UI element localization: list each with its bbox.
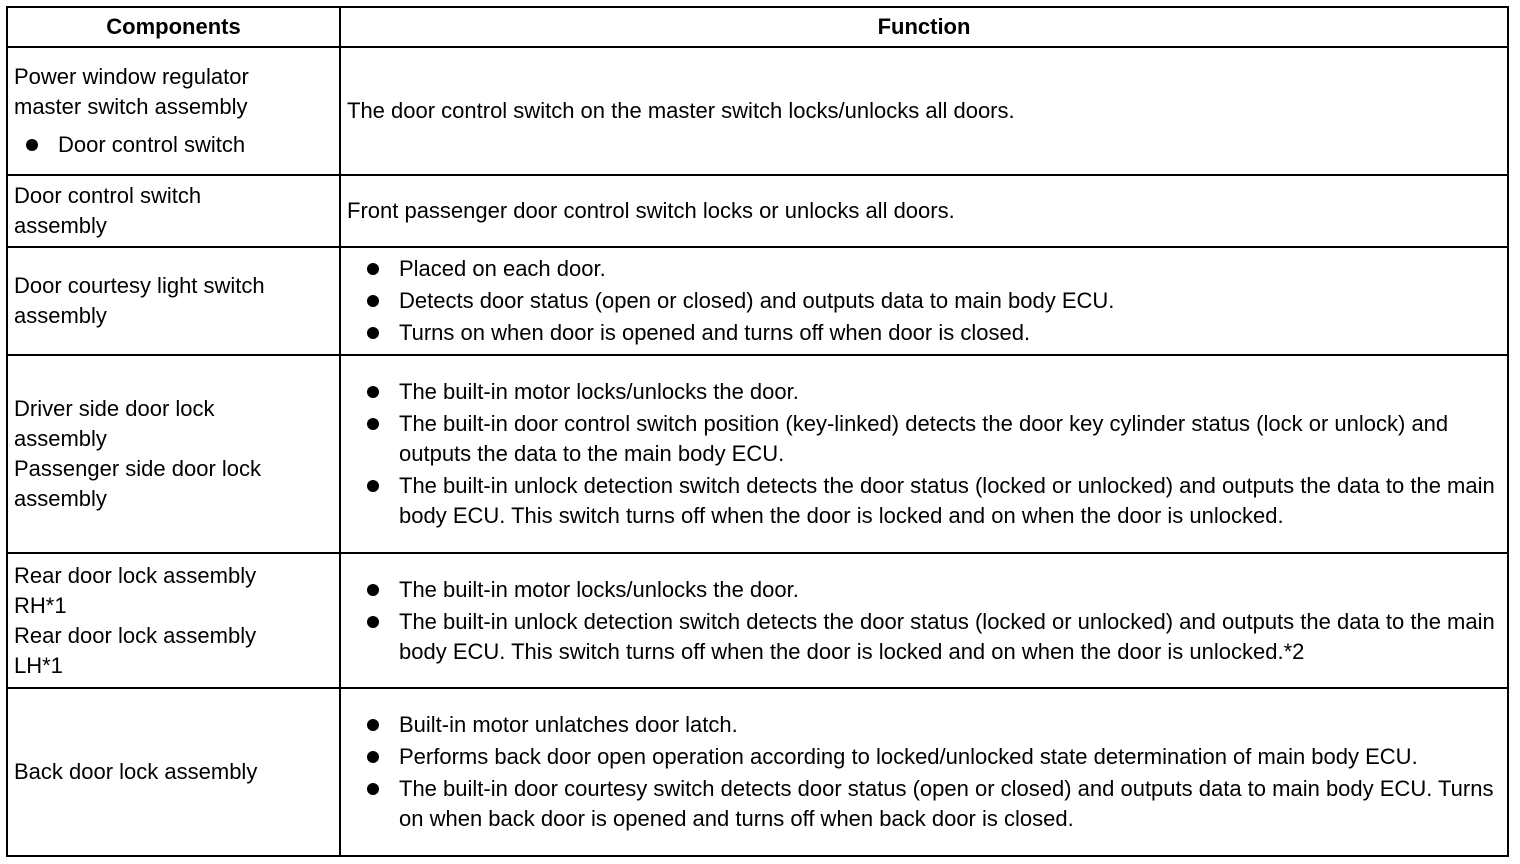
component-cell — [7, 553, 340, 688]
bullet-icon — [367, 263, 379, 275]
component-name: Door courtesy light switch assembly — [14, 273, 265, 328]
list-item — [367, 742, 1501, 772]
list-item — [367, 254, 1501, 284]
header-row — [7, 7, 1508, 47]
bullet-icon — [367, 418, 379, 430]
bullet-text: The built-in unlock detection switch detects the door status (locked or unlocked) and outputs the data to the main body ECU. This switch turns off when the door is locked and on when the door is unlocked. — [399, 473, 1495, 528]
function-bullet-list — [347, 377, 1501, 531]
bullet-icon — [367, 480, 379, 492]
bullet-text: Placed on each door. — [399, 256, 606, 281]
component-cell — [7, 355, 340, 553]
function-cell — [340, 553, 1508, 688]
component-name: Driver side door lock assembly Passenger side door lock assembly — [14, 396, 262, 511]
list-item — [367, 471, 1501, 531]
component-cell — [7, 47, 340, 175]
bullet-icon — [367, 386, 379, 398]
bullet-icon — [367, 295, 379, 307]
sub-item-label: Door control switch — [58, 132, 246, 157]
list-item — [367, 409, 1501, 469]
bullet-text: The built-in unlock detection switch detects the door status (locked or unlocked) and outputs the data to the main body ECU. This switch turns off when the door is locked and on when the door is unlocked.*2 — [399, 608, 1495, 664]
function-cell — [340, 355, 1508, 553]
bullet-icon — [367, 616, 379, 628]
bullet-text: The built-in door control switch position (key-linked) detects the door key cylinder status (lock or unlock) and outputs the data to the main body ECU. — [399, 411, 1449, 466]
list-item — [367, 607, 1501, 667]
list-item — [367, 774, 1501, 834]
function-bullet-list — [347, 254, 1501, 348]
bullet-text: Built-in motor unlatches door latch. — [399, 712, 738, 737]
table-row — [7, 47, 1508, 175]
function-text: The door control switch on the master switch locks/unlocks all doors. — [347, 98, 1015, 123]
list-item — [367, 318, 1501, 348]
bullet-text: The built-in motor locks/unlocks the door. — [399, 379, 799, 404]
bullet-icon — [367, 783, 379, 795]
component-cell — [7, 247, 340, 355]
components-header: Components — [7, 7, 340, 47]
function-bullet-list — [347, 575, 1501, 667]
component-cell — [7, 175, 340, 247]
bullet-icon — [26, 139, 38, 151]
list-item — [367, 286, 1501, 316]
bullet-text: Turns on when door is opened and turns off when door is closed. — [399, 320, 1031, 345]
table-row — [7, 688, 1508, 856]
bullet-text: Performs back door open operation according to locked/unlocked state determination of main body ECU. — [399, 744, 1418, 769]
function-text: Front passenger door control switch locks or unlocks all doors. — [347, 198, 955, 223]
table-row — [7, 553, 1508, 688]
table-row — [7, 247, 1508, 355]
bullet-text: Detects door status (open or closed) and outputs data to main body ECU. — [399, 288, 1115, 313]
bullet-text: The built-in door courtesy switch detects door status (open or closed) and outputs data to main body ECU. Turns on when back door is opened and turns off when back door is closed. — [399, 776, 1494, 831]
list-item — [367, 377, 1501, 407]
bullet-icon — [367, 584, 379, 596]
component-sub-item — [14, 130, 333, 160]
function-cell — [340, 247, 1508, 355]
component-name: Back door lock assembly — [14, 759, 258, 784]
list-item — [367, 575, 1501, 605]
bullet-text: The built-in motor locks/unlocks the door. — [399, 576, 799, 602]
function-header: Function — [340, 7, 1508, 47]
function-cell — [340, 688, 1508, 856]
function-cell — [340, 47, 1508, 175]
components-function-table — [6, 6, 1509, 857]
component-name: Door control switch assembly — [14, 183, 202, 238]
bullet-icon — [367, 327, 379, 339]
bullet-icon — [367, 719, 379, 731]
component-cell — [7, 688, 340, 856]
component-name: Rear door lock assembly RH*1 Rear door lock assembly LH*1 — [14, 562, 257, 678]
table-row — [7, 175, 1508, 247]
component-name: Power window regulator master switch assembly — [14, 64, 249, 119]
function-cell — [340, 175, 1508, 247]
list-item — [367, 710, 1501, 740]
bullet-icon — [367, 751, 379, 763]
table-row — [7, 355, 1508, 553]
function-bullet-list — [347, 710, 1501, 834]
